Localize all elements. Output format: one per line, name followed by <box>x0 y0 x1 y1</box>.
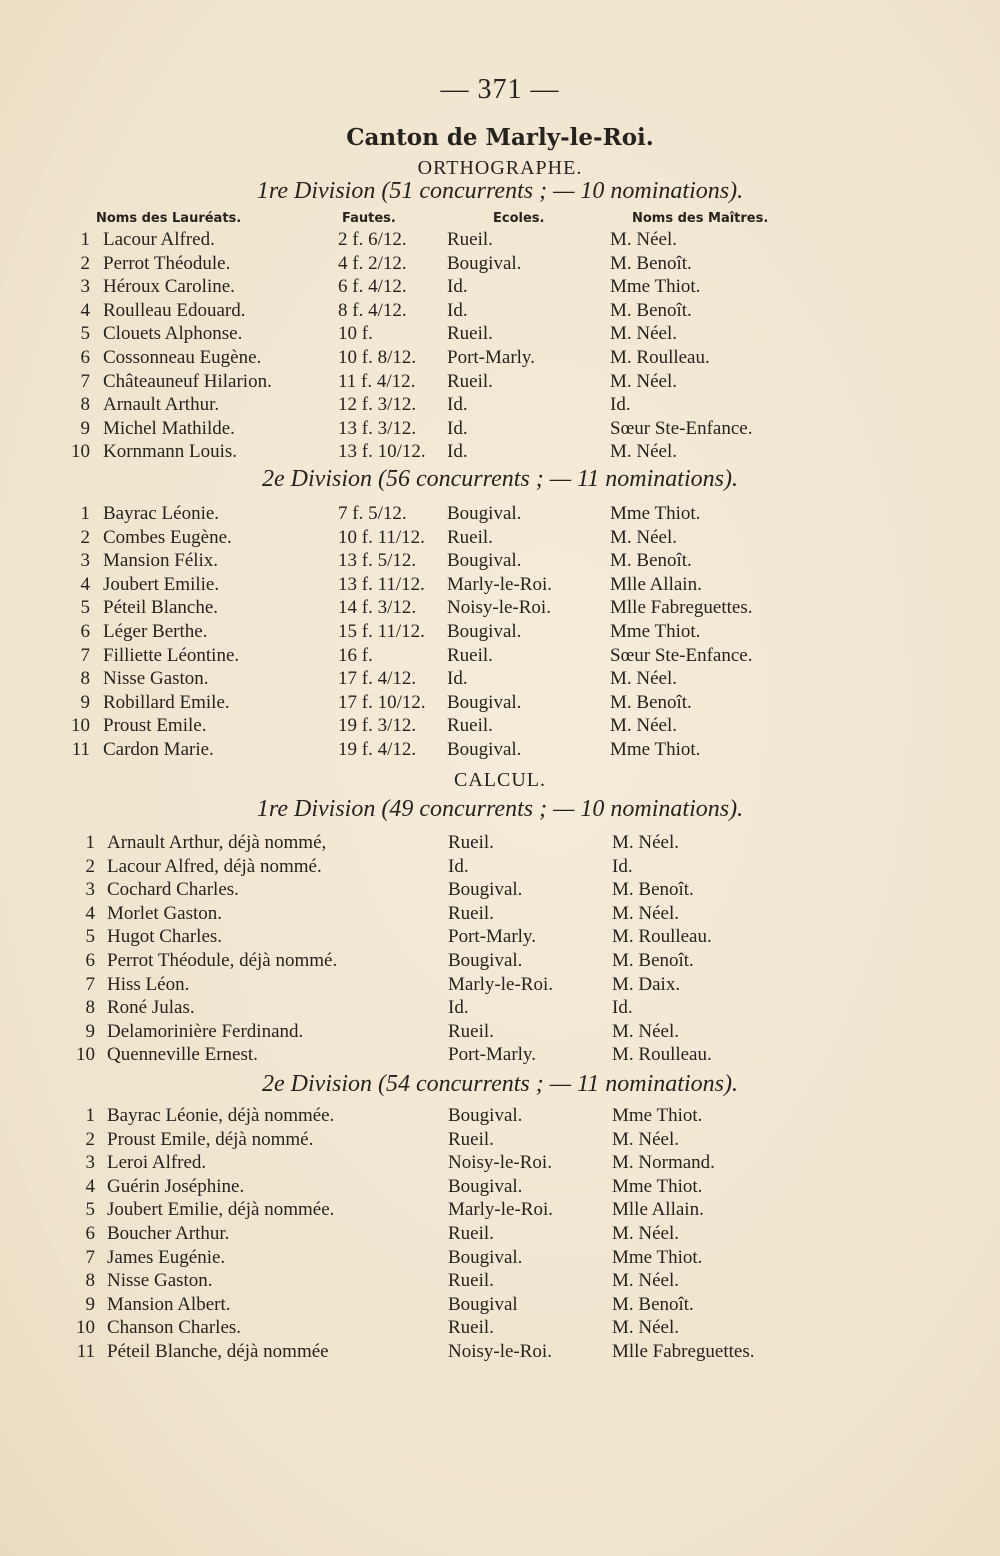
cell-teacher: M. Néel. <box>610 323 678 345</box>
table-row <box>0 855 1000 879</box>
cell-name: Guérin Joséphine. <box>107 1175 245 1197</box>
cell-name: Robillard Emile. <box>103 691 230 713</box>
cell-name: Roulleau Edouard. <box>103 299 246 321</box>
cell-num: 3 <box>85 1152 95 1174</box>
table-row <box>0 1316 1000 1340</box>
cell-teacher: Mlle Fabreguettes. <box>612 1341 755 1362</box>
cell-school: Rueil. <box>447 715 493 737</box>
cell-school: Bougival. <box>447 621 522 642</box>
table-row <box>0 996 1000 1020</box>
cell-school: Rueil. <box>447 229 493 250</box>
cell-teacher: Mme Thiot. <box>610 276 701 298</box>
cell-school: Rueil. <box>447 526 493 548</box>
cell-num: 7 <box>85 1246 95 1268</box>
cell-faults: 17 f. 4/12. <box>338 668 417 690</box>
cell-num: 5 <box>80 323 90 345</box>
cell-num: 4 <box>85 1175 95 1197</box>
cell-faults: 2 f. 6/12. <box>338 229 407 250</box>
column-header-name: Noms des Lauréats. <box>96 211 242 226</box>
cell-teacher: M. Néel. <box>612 902 680 924</box>
table-row <box>0 831 1000 855</box>
cell-school: Rueil. <box>448 1270 494 1292</box>
table-row <box>0 1269 1000 1293</box>
cell-num: 3 <box>85 879 95 901</box>
cell-num: 6 <box>80 621 90 642</box>
cell-faults: 13 f. 5/12. <box>338 550 417 572</box>
cell-teacher: M. Roulleau. <box>612 926 712 948</box>
cell-school: Noisy-le-Roi. <box>448 1152 552 1174</box>
cell-num: 2 <box>85 855 95 877</box>
table-row <box>0 1198 1000 1222</box>
cell-name: Châteauneuf Hilarion. <box>103 370 272 392</box>
cell-school: Rueil. <box>448 1317 494 1339</box>
cell-name: Quenneville Ernest. <box>107 1044 258 1066</box>
table-row <box>0 228 1000 252</box>
cell-teacher: M. Néel. <box>610 229 678 250</box>
cell-name: Combes Eugène. <box>103 526 232 548</box>
table-row <box>0 370 1000 394</box>
cell-name: Lacour Alfred. <box>103 229 215 250</box>
cell-school: Id. <box>447 417 468 439</box>
cell-name: Cardon Marie. <box>103 739 214 760</box>
cell-teacher: M. Normand. <box>612 1152 715 1174</box>
cell-num: 4 <box>80 573 90 595</box>
division-heading-ortho-2: 2e Division (56 concurrents ; — 11 nominations). <box>262 466 738 492</box>
table-row <box>0 573 1000 597</box>
cell-num: 10 <box>71 441 90 463</box>
cell-num: 9 <box>85 1020 95 1042</box>
cell-teacher: Sœur Ste-Enfance. <box>610 644 753 666</box>
table-row <box>0 667 1000 691</box>
cell-faults: 11 f. 4/12. <box>338 370 416 392</box>
cell-num: 3 <box>80 276 90 298</box>
cell-teacher: M. Néel. <box>612 1020 680 1042</box>
table-row <box>0 1175 1000 1199</box>
cell-teacher: Mme Thiot. <box>610 739 701 760</box>
cell-teacher: M. Néel. <box>612 1223 680 1244</box>
cell-school: Id. <box>447 668 468 690</box>
table-row <box>0 346 1000 370</box>
cell-num: 6 <box>80 347 90 368</box>
table-row <box>0 526 1000 550</box>
cell-name: Boucher Arthur. <box>107 1223 230 1244</box>
cell-teacher: Mme Thiot. <box>610 621 701 642</box>
cell-name: Lacour Alfred, déjà nommé. <box>107 855 322 877</box>
cell-teacher: Mlle Allain. <box>612 1199 704 1221</box>
cell-teacher: M. Néel. <box>610 526 678 548</box>
table-row <box>0 1128 1000 1152</box>
cell-teacher: Mme Thiot. <box>612 1105 703 1126</box>
table-row <box>0 1151 1000 1175</box>
cell-school: Bougival. <box>448 1105 523 1126</box>
cell-teacher: M. Néel. <box>610 441 678 463</box>
cell-num: 8 <box>80 668 90 690</box>
table-row <box>0 322 1000 346</box>
cell-name: Perrot Théodule, déjà nommé. <box>107 950 338 971</box>
cell-teacher: Mlle Allain. <box>610 573 702 595</box>
cell-num: 1 <box>85 832 95 853</box>
division-heading-calcul-1: 1re Division (49 concurrents ; — 10 nominations). <box>256 796 744 822</box>
cell-num: 3 <box>80 550 90 572</box>
table-row <box>0 878 1000 902</box>
cell-teacher: Mme Thiot. <box>612 1246 703 1268</box>
cell-num: 2 <box>85 1128 95 1150</box>
cell-teacher: Mlle Fabreguettes. <box>610 597 753 619</box>
cell-school: Rueil. <box>448 832 494 853</box>
cell-name: Cochard Charles. <box>107 879 239 901</box>
cell-num: 2 <box>80 526 90 548</box>
cell-name: Léger Berthe. <box>103 621 208 642</box>
table-row <box>0 1293 1000 1317</box>
cell-name: Cossonneau Eugène. <box>103 347 262 368</box>
table-row <box>0 440 1000 464</box>
cell-school: Marly-le-Roi. <box>448 1199 554 1221</box>
cell-num: 1 <box>85 1105 95 1126</box>
cell-num: 7 <box>80 370 90 392</box>
cell-teacher: M. Daix. <box>612 973 681 995</box>
cell-faults: 13 f. 3/12. <box>338 417 417 439</box>
cell-name: Arnault Arthur. <box>103 394 220 416</box>
cell-school: Bougival. <box>448 879 523 901</box>
cell-num: 6 <box>85 1223 95 1244</box>
cell-school: Rueil. <box>447 323 493 345</box>
cell-name: Péteil Blanche. <box>103 597 219 619</box>
cell-school: Id. <box>447 441 468 463</box>
table-row <box>0 1222 1000 1246</box>
cell-teacher: Mme Thiot. <box>612 1175 703 1197</box>
cell-name: Bayrac Léonie, déjà nommée. <box>107 1105 335 1126</box>
cell-faults: 16 f. <box>338 644 373 666</box>
table-row <box>0 620 1000 644</box>
cell-num: 10 <box>76 1317 95 1339</box>
cell-teacher: M. Benoît. <box>612 1293 694 1315</box>
canton-title: Canton de Marly-le-Roi. <box>346 124 654 151</box>
cell-school: Bougival. <box>448 1175 523 1197</box>
table-row <box>0 1043 1000 1067</box>
cell-teacher: M. Néel. <box>612 1128 680 1150</box>
division-heading-ortho-1: 1re Division (51 concurrents ; — 10 nominations). <box>256 178 744 204</box>
cell-school: Bougival <box>448 1293 518 1315</box>
table-row <box>0 549 1000 573</box>
cell-name: Kornmann Louis. <box>103 441 238 463</box>
cell-name: James Eugénie. <box>107 1246 226 1268</box>
cell-school: Id. <box>447 299 468 321</box>
cell-name: Chanson Charles. <box>107 1317 242 1339</box>
table-row <box>0 1340 1000 1364</box>
table-row <box>0 417 1000 441</box>
cell-teacher: Sœur Ste-Enfance. <box>610 417 753 439</box>
cell-num: 6 <box>85 950 95 971</box>
page-number: — 371 — <box>440 74 560 105</box>
cell-school: Bougival. <box>448 1246 523 1268</box>
cell-faults: 19 f. 3/12. <box>338 715 417 737</box>
cell-school: Port-Marly. <box>447 347 535 368</box>
cell-num: 9 <box>85 1293 95 1315</box>
cell-num: 8 <box>85 997 95 1019</box>
cell-school: Noisy-le-Roi. <box>447 597 551 619</box>
cell-num: 1 <box>80 503 90 524</box>
cell-name: Roné Julas. <box>107 997 195 1019</box>
cell-name: Mansion Albert. <box>107 1293 231 1315</box>
cell-num: 5 <box>85 1199 95 1221</box>
cell-num: 9 <box>80 417 90 439</box>
section-title-orthographe: ORTHOGRAPHE. <box>417 157 583 179</box>
table-row <box>0 973 1000 997</box>
cell-num: 11 <box>71 739 90 760</box>
cell-faults: 10 f. <box>338 323 373 345</box>
cell-num: 7 <box>85 973 95 995</box>
cell-teacher: M. Benoît. <box>610 550 692 572</box>
cell-name: Morlet Gaston. <box>107 902 223 924</box>
cell-teacher: M. Benoît. <box>610 691 692 713</box>
column-header-teacher: Noms des Maîtres. <box>632 211 769 226</box>
cell-faults: 10 f. 8/12. <box>338 347 417 368</box>
cell-school: Bougival. <box>447 550 522 572</box>
cell-teacher: M. Benoît. <box>610 252 692 274</box>
cell-school: Id. <box>447 394 468 416</box>
cell-school: Marly-le-Roi. <box>448 973 554 995</box>
table-row <box>0 738 1000 762</box>
cell-school: Bougival. <box>447 503 522 524</box>
cell-faults: 6 f. 4/12. <box>338 276 407 298</box>
cell-school: Rueil. <box>448 1128 494 1150</box>
cell-school: Bougival. <box>447 252 522 274</box>
cell-num: 5 <box>80 597 90 619</box>
cell-num: 2 <box>80 252 90 274</box>
cell-school: Noisy-le-Roi. <box>448 1341 552 1362</box>
table-row <box>0 714 1000 738</box>
cell-school: Id. <box>448 997 469 1019</box>
cell-faults: 10 f. 11/12. <box>338 526 425 548</box>
cell-school: Bougival. <box>448 950 523 971</box>
division-heading-calcul-2: 2e Division (54 concurrents ; — 11 nominations). <box>262 1071 738 1097</box>
cell-teacher: Id. <box>612 855 633 877</box>
cell-school: Id. <box>447 276 468 298</box>
table-row <box>0 691 1000 715</box>
table-row <box>0 1104 1000 1128</box>
cell-name: Michel Mathilde. <box>103 417 235 439</box>
cell-school: Rueil. <box>448 1020 494 1042</box>
cell-name: Joubert Emilie. <box>103 573 220 595</box>
column-header-faults: Fautes. <box>342 211 396 226</box>
cell-name: Leroi Alfred. <box>107 1152 207 1174</box>
cell-school: Bougival. <box>447 691 522 713</box>
cell-teacher: M. Néel. <box>610 668 678 690</box>
cell-num: 8 <box>85 1270 95 1292</box>
cell-teacher: M. Néel. <box>610 715 678 737</box>
cell-teacher: M. Benoît. <box>612 879 694 901</box>
cell-teacher: M. Benoît. <box>610 299 692 321</box>
cell-name: Proust Emile. <box>103 715 207 737</box>
cell-faults: 8 f. 4/12. <box>338 299 407 321</box>
cell-num: 10 <box>76 1044 95 1066</box>
cell-name: Delamorinière Ferdinand. <box>107 1020 304 1042</box>
table-row <box>0 299 1000 323</box>
cell-school: Port-Marly. <box>448 1044 536 1066</box>
cell-name: Clouets Alphonse. <box>103 323 243 345</box>
table-row <box>0 949 1000 973</box>
cell-school: Rueil. <box>448 1223 494 1244</box>
cell-name: Perrot Théodule. <box>103 252 231 274</box>
cell-teacher: M. Néel. <box>612 832 680 853</box>
cell-teacher: M. Néel. <box>612 1317 680 1339</box>
cell-name: Héroux Caroline. <box>103 276 235 298</box>
table-row <box>0 252 1000 276</box>
cell-school: Bougival. <box>447 739 522 760</box>
cell-teacher: M. Benoît. <box>612 950 694 971</box>
cell-name: Nisse Gaston. <box>103 668 209 690</box>
cell-name: Proust Emile, déjà nommé. <box>107 1128 314 1150</box>
cell-teacher: M. Roulleau. <box>612 1044 712 1066</box>
table-row <box>0 925 1000 949</box>
cell-name: Filliette Léontine. <box>103 644 240 666</box>
table-row <box>0 644 1000 668</box>
cell-teacher: Id. <box>612 997 633 1019</box>
cell-num: 8 <box>80 394 90 416</box>
section-title-calcul: CALCUL. <box>454 769 546 791</box>
cell-name: Hugot Charles. <box>107 926 223 948</box>
cell-num: 1 <box>80 229 90 250</box>
cell-num: 4 <box>80 299 90 321</box>
cell-num: 11 <box>76 1341 95 1362</box>
cell-faults: 4 f. 2/12. <box>338 252 407 274</box>
cell-name: Péteil Blanche, déjà nommée <box>107 1341 329 1362</box>
table-row <box>0 1020 1000 1044</box>
cell-name: Joubert Emilie, déjà nommée. <box>107 1199 335 1221</box>
cell-school: Port-Marly. <box>448 926 536 948</box>
cell-teacher: M. Néel. <box>610 370 678 392</box>
cell-faults: 17 f. 10/12. <box>338 691 426 713</box>
cell-faults: 7 f. 5/12. <box>338 503 407 524</box>
cell-teacher: M. Roulleau. <box>610 347 710 368</box>
table-row <box>0 502 1000 526</box>
cell-teacher: M. Néel. <box>612 1270 680 1292</box>
cell-num: 5 <box>85 926 95 948</box>
cell-name: Hiss Léon. <box>107 973 190 995</box>
cell-teacher: Id. <box>610 394 631 416</box>
cell-faults: 12 f. 3/12. <box>338 394 417 416</box>
cell-num: 9 <box>80 691 90 713</box>
cell-num: 7 <box>80 644 90 666</box>
cell-faults: 19 f. 4/12. <box>338 739 417 760</box>
cell-name: Mansion Félix. <box>103 550 219 572</box>
column-header-school: Ecoles. <box>493 211 545 226</box>
cell-school: Id. <box>448 855 469 877</box>
cell-num: 4 <box>85 902 95 924</box>
cell-name: Nisse Gaston. <box>107 1270 213 1292</box>
cell-num: 10 <box>71 715 90 737</box>
cell-name: Bayrac Léonie. <box>103 503 220 524</box>
table-row <box>0 393 1000 417</box>
cell-faults: 13 f. 11/12. <box>338 573 425 595</box>
cell-faults: 14 f. 3/12. <box>338 597 417 619</box>
cell-teacher: Mme Thiot. <box>610 503 701 524</box>
cell-faults: 15 f. 11/12. <box>338 621 425 642</box>
cell-school: Rueil. <box>447 644 493 666</box>
table-row <box>0 275 1000 299</box>
cell-faults: 13 f. 10/12. <box>338 441 426 463</box>
cell-school: Rueil. <box>448 902 494 924</box>
cell-school: Rueil. <box>447 370 493 392</box>
cell-name: Arnault Arthur, déjà nommé, <box>107 832 327 853</box>
cell-school: Marly-le-Roi. <box>447 573 553 595</box>
table-row <box>0 1246 1000 1270</box>
table-row <box>0 902 1000 926</box>
table-row <box>0 596 1000 620</box>
